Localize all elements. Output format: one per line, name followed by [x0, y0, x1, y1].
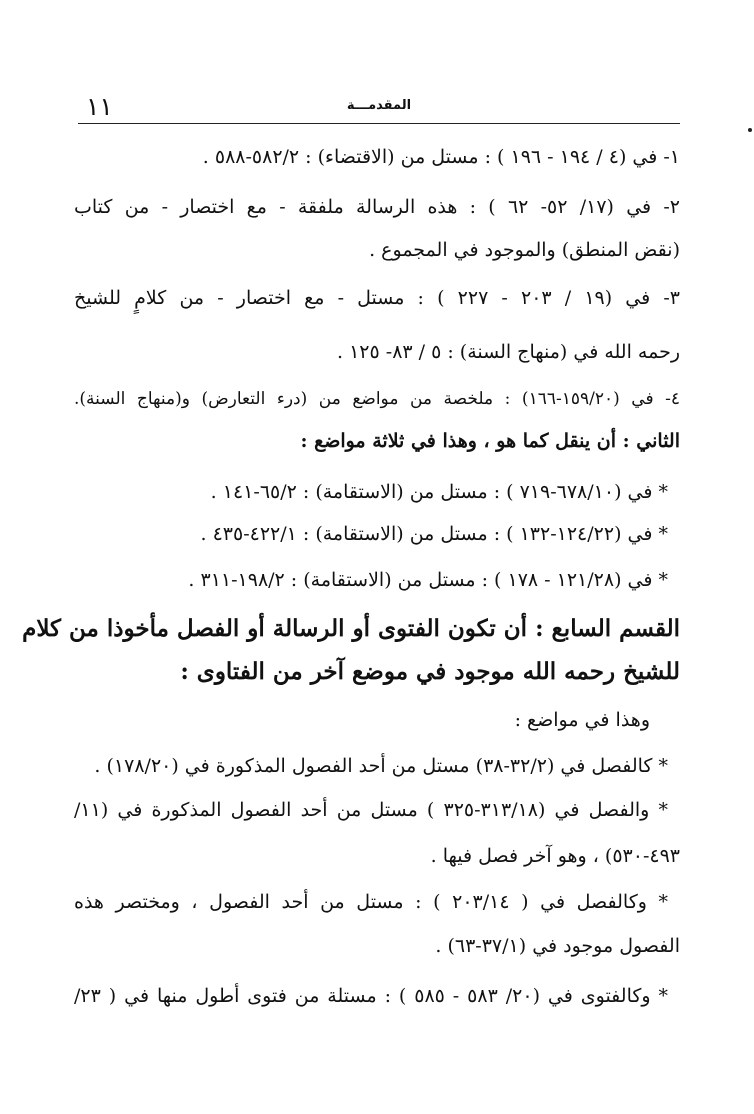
section-heading: القسم السابع : أن تكون الفتوى أو الرسالة أو الفصل مأخوذا من كلام [22, 615, 680, 642]
page-header [78, 92, 680, 122]
text-line: ٤- في (١٥٩/٢٠-١٦٦) : ملخصة من مواضع من (درء التعارض) و(منهاج السنة). [74, 389, 680, 409]
list-item: * في (٦٧٨/١٠-٧١٩ ) : مستل من (الاستقامة) : ٦٥/٢-١٤١ . [210, 481, 668, 503]
text-line: الفصول موجود في (٣٧/١-٦٣) . [435, 935, 680, 957]
list-item: * وكالفتوى في (٢٠/ ٥٨٣ - ٥٨٥ ) : مستلة من فتوى أطول منها في ( ٢٣/ [74, 985, 669, 1007]
text-line: ٤٩٣-٥٣٠) ، وهو آخر فصل فيها . [430, 845, 680, 867]
page-number: ١١ [86, 92, 113, 121]
list-item: * في (١٢٤/٢٢-١٣٢ ) : مستل من (الاستقامة) : ٤٢٢/١-٤٣٥ . [200, 523, 668, 545]
section-heading: الثاني : أن ينقل كما هو ، وهذا في ثلاثة مواضع : [300, 430, 680, 452]
text-line: ١- في (٤ / ١٩٤ - ١٩٦ ) : مستل من (الاقتضاء) : ٥٨٢/٢-٥٨٨ . [202, 146, 680, 168]
text-line: (نقض المنطق) والموجود في المجموع . [369, 239, 680, 261]
text-line: وهذا في مواضع : [514, 709, 650, 731]
header-rule [78, 123, 680, 124]
text-line: رحمه الله في (منهاج السنة) : ٥ / ٨٣- ١٢٥ . [337, 341, 680, 363]
list-item: * في (١٢١/٢٨ - ١٧٨ ) : مستل من (الاستقامة) : ١٩٨/٢-٣١١ . [188, 569, 668, 591]
list-item: * والفصل في (٣١٣/١٨-٣٢٥ ) مستل من أحد الفصول المذكورة في (١١/ [74, 799, 668, 821]
text-line: ٣- في (١٩ / ٢٠٣ - ٢٢٧ ) : مستل - مع اختصار - من كلامٍ للشيخ [74, 287, 681, 309]
text-line: ٢- في (١٧/ ٥٢- ٦٢ ) : هذه الرسالة ملفقة - مع اختصار - من كتاب [74, 196, 680, 218]
list-item: * وكالفصل في ( ٢٠٣/١٤ ) : مستل من أحد الفصول ، ومختصر هذه [74, 891, 669, 913]
margin-mark [748, 128, 752, 132]
list-item: * كالفصل في (٣٢/٢-٣٨) مستل من أحد الفصول المذكورة في (١٧٨/٢٠) . [94, 755, 668, 777]
running-title: المقدمـــة [346, 98, 412, 113]
section-heading: للشيخ رحمه الله موجود في موضع آخر من الفتاوى : [180, 658, 680, 685]
